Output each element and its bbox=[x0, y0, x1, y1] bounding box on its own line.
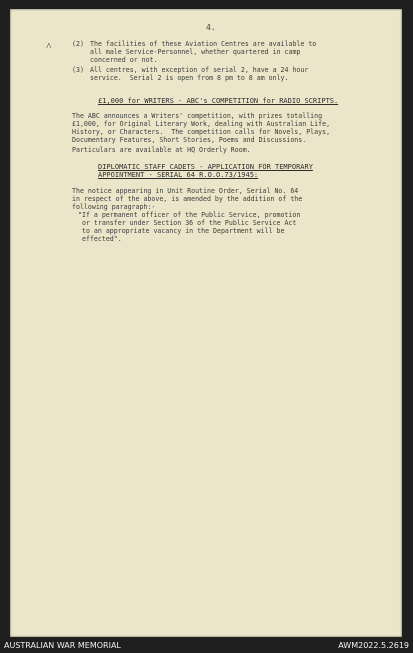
quote-line: "If a permanent officer of the Public Service, promotion bbox=[78, 211, 301, 219]
item-text-line: The facilities of these Aviation Centres are available to bbox=[90, 40, 317, 48]
section-body-line: The notice appearing in Unit Routine Order, Serial No. 64 bbox=[72, 187, 299, 195]
item-marker: (2) bbox=[72, 40, 84, 48]
section-heading: DIPLOMATIC STAFF CADETS - APPLICATION FOR TEMPORARY bbox=[98, 163, 313, 171]
margin-mark: ˄ bbox=[46, 41, 52, 52]
item-marker: (3) bbox=[72, 66, 84, 74]
archive-footer bbox=[0, 637, 413, 653]
document-page bbox=[10, 9, 402, 637]
section-body-line: following paragraph:- bbox=[72, 203, 156, 211]
section-body-line: The ABC announces a Writers' competition, with prizes totalling bbox=[72, 112, 323, 120]
section-body-line: History, or Characters. The competition calls for Novels, Plays, bbox=[72, 128, 331, 136]
footer-accession: AWM2022.5.2619 bbox=[338, 641, 409, 650]
section-heading: APPOINTMENT - SERIAL 64 R.O.O.73/1945: bbox=[98, 171, 259, 179]
quote-line: or transfer under Section 36 of the Public Service Act bbox=[82, 219, 297, 227]
quote-line: to an appropriate vacancy in the Department will be bbox=[82, 227, 285, 235]
item-text-line: service. Serial 2 is open from 8 pm to 8 am only. bbox=[90, 74, 289, 82]
section-body-line: Documentary Features, Short Stories, Poems and Discussions. bbox=[72, 136, 307, 144]
page-number: 4. bbox=[206, 23, 216, 32]
section-body-line: £1,000, for Original Literary Work, dealing with Australian Life, bbox=[72, 120, 331, 128]
section-heading: £1,000 for WRITERS - ABC's COMPETITION for RADIO SCRIPTS. bbox=[98, 97, 339, 105]
quote-line: effected". bbox=[82, 235, 122, 243]
item-text-line: all male Service-Personnel, whether quartered in camp bbox=[90, 48, 301, 56]
footer-institution: AUSTRALIAN WAR MEMORIAL bbox=[4, 641, 121, 650]
item-text-line: All centres, with exception of serial 2, have a 24 hour bbox=[90, 66, 309, 74]
section-body-line: in respect of the above, is amended by the addition of the bbox=[72, 195, 303, 203]
section-body-line: Particulars are available at HQ Orderly Room. bbox=[72, 146, 251, 154]
item-text-line: concerned or not. bbox=[90, 56, 158, 64]
